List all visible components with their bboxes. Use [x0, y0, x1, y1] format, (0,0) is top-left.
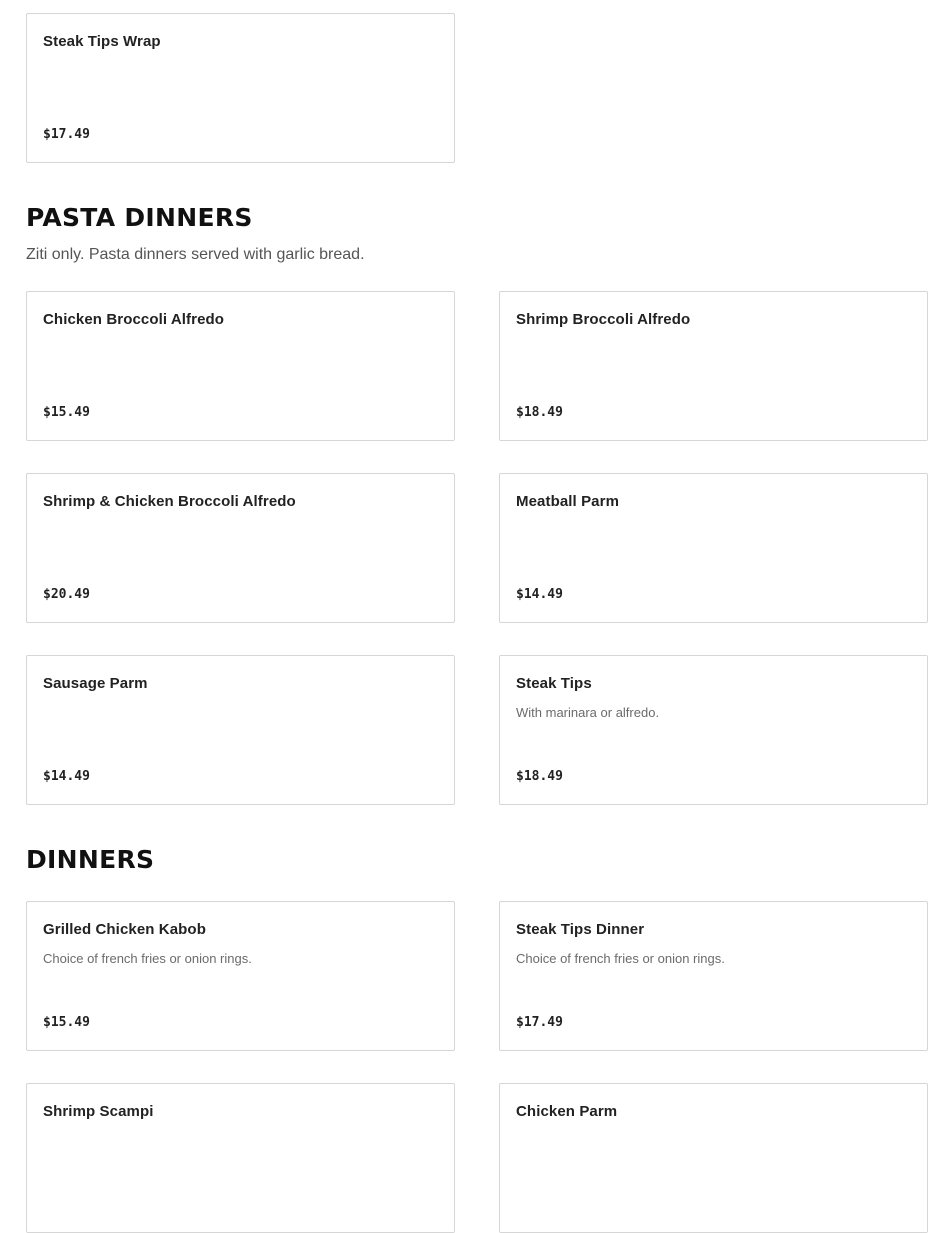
menu-item-name: Shrimp Broccoli Alfredo: [516, 311, 691, 328]
menu-item-name: Grilled Chicken Kabob: [43, 921, 206, 938]
section-title-dinners: DINNERS: [26, 845, 155, 874]
menu-item-description: With marinara or alfredo.: [516, 705, 660, 720]
menu-item-card[interactable]: [26, 1083, 455, 1233]
menu-item-price: $18.49: [516, 769, 563, 784]
menu-item-price: $18.49: [516, 405, 563, 420]
menu-item-description: Choice of french fries or onion rings.: [516, 951, 725, 966]
section-title-pasta-dinners: PASTA DINNERS: [26, 203, 253, 232]
menu-item-name: Steak Tips Wrap: [43, 33, 161, 50]
menu-item-card[interactable]: [499, 655, 928, 805]
menu-item-description: Choice of french fries or onion rings.: [43, 951, 252, 966]
menu-item-price: $15.49: [43, 405, 90, 420]
menu-item-price: $14.49: [516, 587, 563, 602]
menu-item-name: Chicken Parm: [516, 1103, 618, 1120]
menu-item-card[interactable]: [26, 13, 455, 163]
menu-item-price: $20.49: [43, 587, 90, 602]
menu-item-name: Shrimp Scampi: [43, 1103, 154, 1120]
menu-item-name: Chicken Broccoli Alfredo: [43, 311, 225, 328]
menu-item-card[interactable]: [499, 1083, 928, 1233]
menu-item-name: Shrimp & Chicken Broccoli Alfredo: [43, 493, 296, 510]
menu-item-card[interactable]: [499, 473, 928, 623]
menu-item-card[interactable]: [26, 655, 455, 805]
menu-item-price: $17.49: [516, 1015, 563, 1030]
menu-item-name: Sausage Parm: [43, 675, 148, 692]
menu-item-name: Meatball Parm: [516, 493, 620, 510]
menu-item-name: Steak Tips Dinner: [516, 921, 645, 938]
menu-item-card[interactable]: [499, 901, 928, 1051]
menu-item-card[interactable]: [26, 291, 455, 441]
menu-item-card[interactable]: [26, 901, 455, 1051]
menu-item-price: $14.49: [43, 769, 90, 784]
menu-item-card[interactable]: [499, 291, 928, 441]
section-description: Ziti only. Pasta dinners served with garlic bread.: [26, 246, 365, 263]
menu-item-card[interactable]: [26, 473, 455, 623]
menu-item-price: $15.49: [43, 1015, 90, 1030]
menu-item-price: $17.49: [43, 127, 90, 142]
menu-item-name: Steak Tips: [516, 675, 592, 692]
